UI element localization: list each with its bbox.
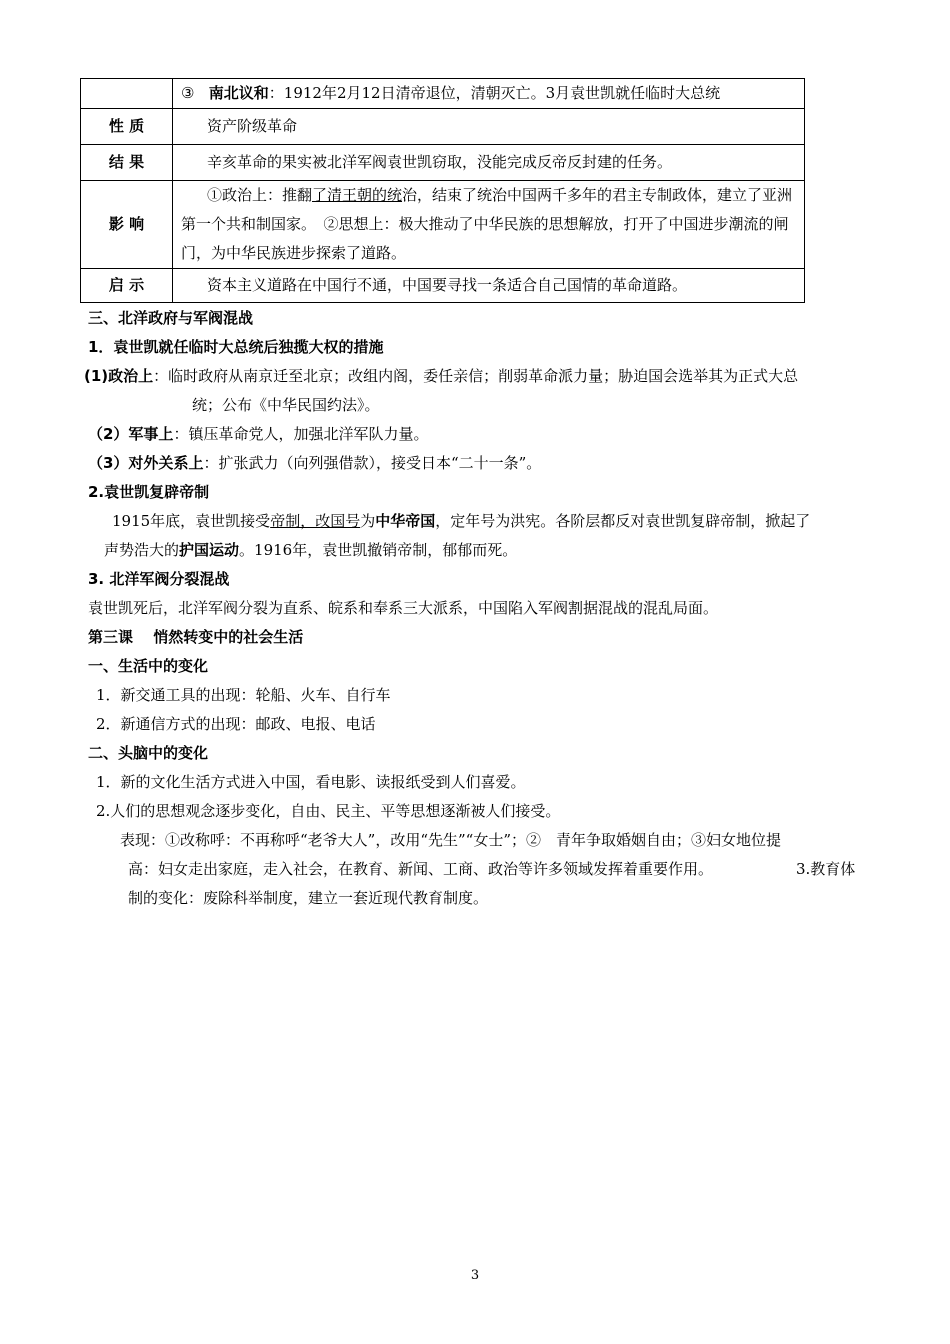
list-item: 1．新的文化生活方式进入中国，看电影、读报纸受到人们喜爱。: [96, 773, 526, 791]
section-title: 二、头脑中的变化: [88, 744, 209, 762]
page-number: 3: [470, 1268, 480, 1283]
table-cell: [173, 145, 805, 181]
cell-underline-text: 了清王朝的统: [312, 186, 403, 204]
lesson-title: 第三课 悄然转变中的社会生活: [88, 628, 304, 646]
row-text: ：1912年2月12日清帝退位，清朝灭亡。3月袁世凯就任临时大总统: [268, 84, 721, 102]
table-cell: [173, 109, 805, 145]
paragraph-text: ，定年号为洪宪。各阶层都反对袁世凯复辟帝制，掀起了: [435, 512, 811, 530]
table-header-cell-empty: [81, 79, 173, 109]
paragraph: 袁世凯死后，北洋军阀分裂为直系、皖系和奉系三大派系，中国陷入军阀割据混战的混乱局面。: [88, 599, 719, 617]
paragraph-text: ：临时政府从南京迁至北京；改组内阁，委任亲信；削弱革命派力量；胁迫国会选举其为正式大总: [153, 367, 799, 385]
table-cell: [173, 79, 805, 109]
paragraph-continuation: 高：妇女走出家庭，走入社会，在教育、新闻、工商、政治等许多领域发挥着重要作用。: [128, 860, 714, 878]
subsection-title: 2.袁世凯复辟帝制: [88, 483, 210, 501]
list-item: 1．新交通工具的出现：轮船、火车、自行车: [96, 686, 391, 704]
paragraph-text: 声势浩大的: [104, 541, 180, 559]
table-header-cell: 结 果: [81, 145, 173, 181]
table-row: [81, 79, 805, 109]
cell-text: ①政治上：推翻: [207, 186, 313, 204]
table-header-cell: 启 示: [81, 269, 173, 303]
paragraph-label: （2）军事上: [88, 425, 174, 443]
bold-text: 护国运动: [179, 541, 240, 559]
paragraph-text: ：扩张武力（向列强借款），接受日本“二十一条”。: [203, 454, 542, 472]
paragraph: [88, 449, 541, 478]
bold-text: 中华帝国: [375, 512, 436, 530]
subsection-title: 3. 北洋军阀分裂混战: [88, 570, 230, 588]
table-row: [81, 181, 805, 269]
cell-text: 治，结束了统治中国两千多年的君主专制政体，建立了亚洲第一个共和制国家。 ②思想上：极大推动了中华民族的思想解放，打开了中国进步潮流的闸门，为中华民族进步探索了道路。: [181, 186, 793, 262]
table-row: [81, 109, 805, 145]
paragraph-continuation-tail: 3.教育体: [796, 860, 856, 878]
table-cell: [173, 181, 805, 269]
paragraph-text: 为: [360, 512, 376, 530]
revolution-summary-table: [80, 78, 805, 303]
table-row: [81, 145, 805, 181]
paragraph-text: 。1916年，袁世凯撤销帝制，郁郁而死。: [239, 541, 518, 559]
paragraph-continuation: 制的变化：废除科举制度，建立一套近现代教育制度。: [128, 889, 489, 907]
table-header-cell: 性 质: [81, 109, 173, 145]
row-marker: ③: [181, 84, 195, 102]
list-item: 2．新通信方式的出现：邮政、电报、电话: [96, 715, 376, 733]
section-title: 一、生活中的变化: [88, 657, 209, 675]
subsection-title: 1．袁世凯就任临时大总统后独揽大权的措施: [88, 338, 384, 356]
cell-text: 资本主义道路在中国行不通，中国要寻找一条适合自己国情的革命道路。: [207, 276, 688, 294]
underlined-text: 帝制，改国号: [270, 512, 361, 530]
paragraph-text: ：镇压革命党人，加强北洋军队力量。: [173, 425, 429, 443]
paragraph-text: 1915年底，袁世凯接受: [112, 512, 271, 530]
paragraph: [88, 420, 428, 449]
section-title: 三、北洋政府与军阀混战: [88, 309, 254, 327]
paragraph-label: （3）对外关系上: [88, 454, 204, 472]
row-label: 南北议和: [208, 84, 269, 102]
cell-text: 辛亥革命的果实被北洋军阀袁世凯窃取，没能完成反帝反封建的任务。: [207, 153, 673, 171]
paragraph: [84, 362, 798, 391]
table-cell: [173, 269, 805, 303]
table-header-cell: 影 响: [81, 181, 173, 269]
cell-text: 资产阶级革命: [207, 117, 298, 135]
paragraph: [112, 507, 810, 536]
paragraph-continuation: [104, 536, 517, 565]
paragraph: 表现：①改称呼：不再称呼“老爷大人”，改用“先生”“女士”；② 青年争取婚姻自由；③妇女地位提: [120, 831, 782, 849]
table-row: [81, 269, 805, 303]
paragraph-label: (1)政治上: [84, 367, 154, 385]
paragraph-continuation: 统；公布《中华民国约法》。: [192, 396, 380, 414]
list-item: 2.人们的思想观念逐步变化，自由、民主、平等思想逐渐被人们接受。: [96, 802, 561, 820]
